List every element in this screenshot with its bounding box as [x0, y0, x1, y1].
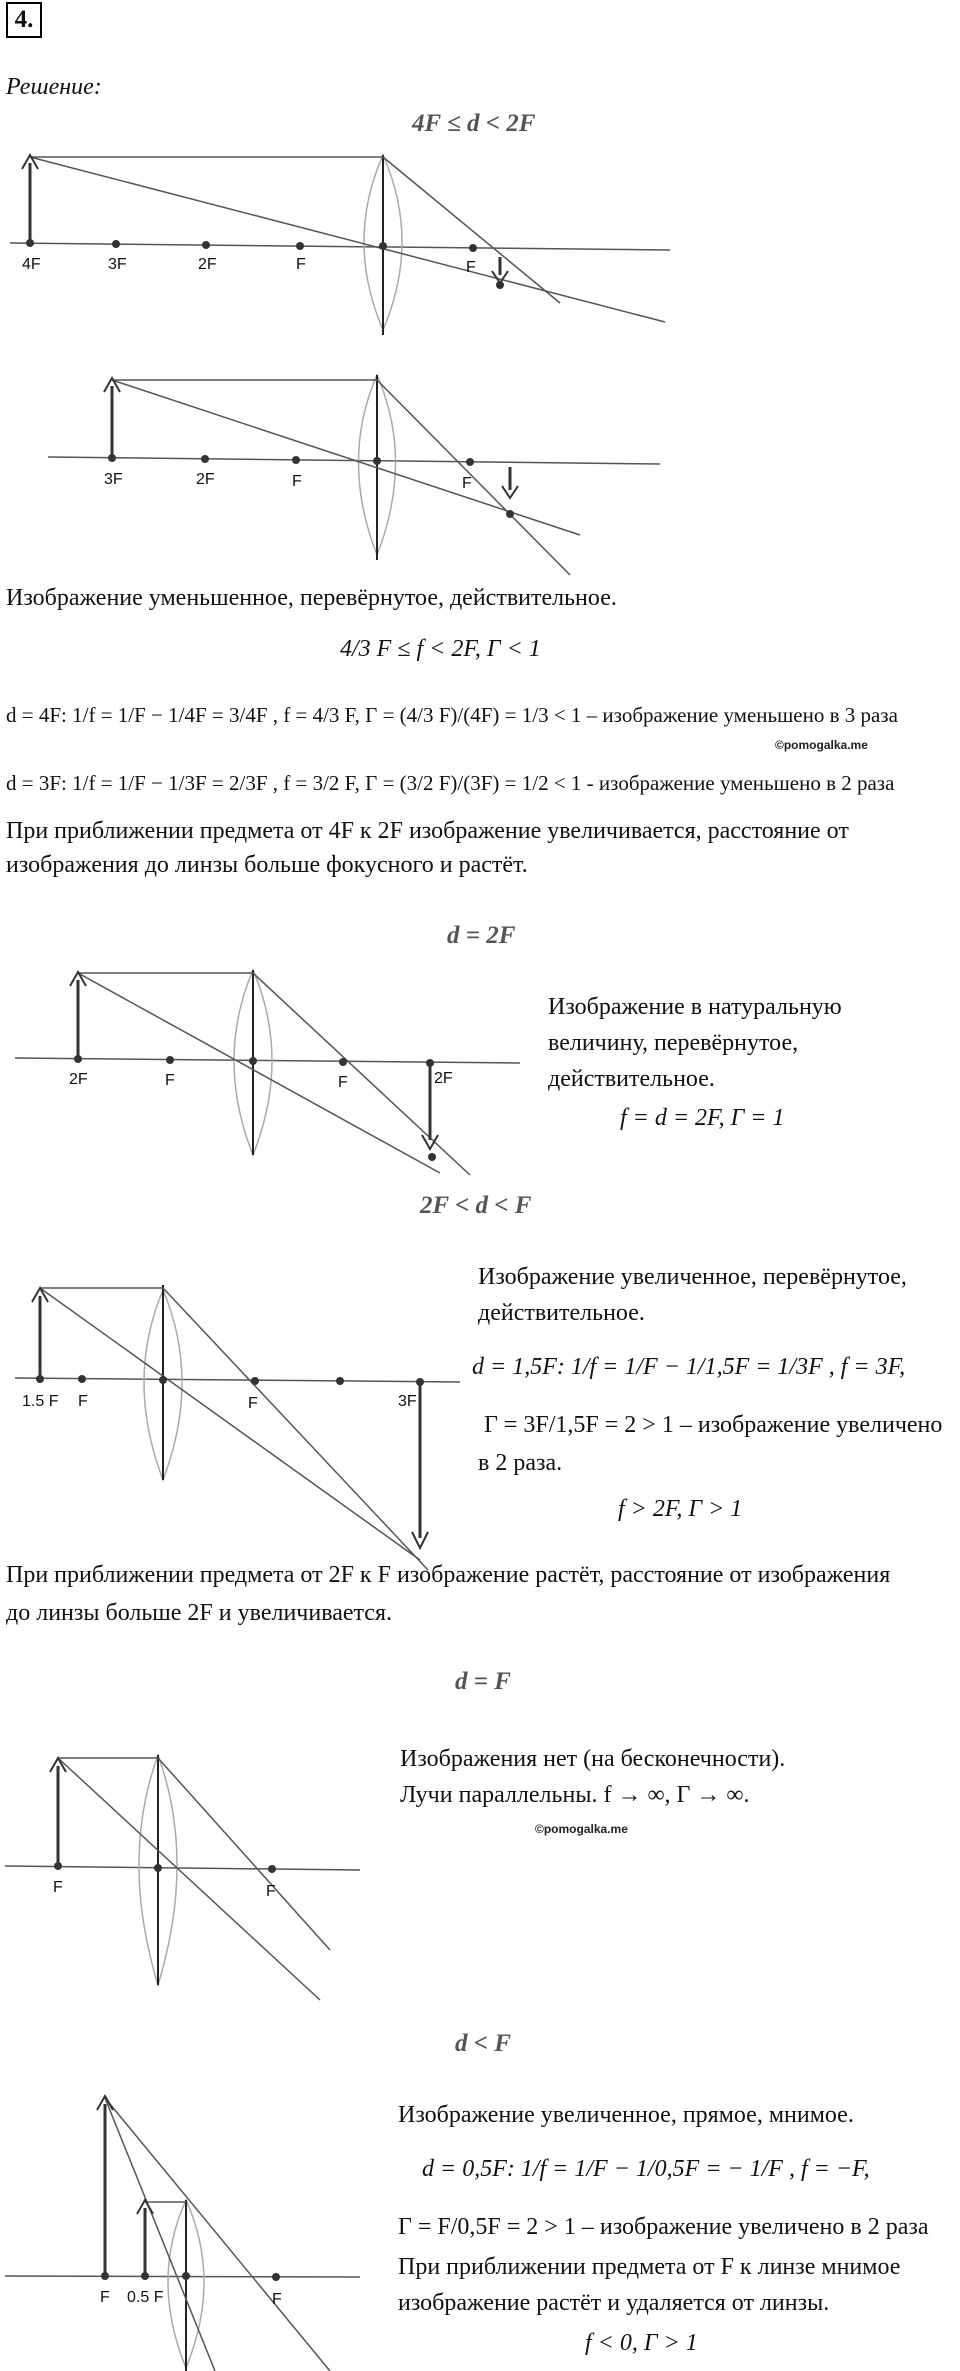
case1-statement: Изображение уменьшенное, перевёрнутое, действительное.: [6, 585, 617, 611]
case5-label-0-5f: 0.5 F: [127, 2289, 164, 2306]
case5-label-f2: F: [272, 2291, 282, 2308]
watermark-2: ©pomogalka.me: [535, 1822, 628, 1836]
case1-d2-label-3f: 3F: [104, 471, 123, 488]
case2-formula: f = d = 2F, Γ = 1: [620, 1105, 785, 1131]
case1-conclusion-1: При приближении предмета от 4F к 2F изображение увеличивается, расстояние от: [6, 818, 849, 844]
case2-diagram: [0, 955, 960, 1175]
case1-d2-label-f2: F: [462, 475, 472, 492]
case1-conclusion-2: изображения до линзы больше фокусного и растёт.: [6, 852, 528, 878]
case1-d1-label-f: F: [296, 256, 306, 273]
case2-label-2f: 2F: [69, 1071, 88, 1088]
case2-label-f: F: [165, 1072, 175, 1089]
case1-heading: 4F ≤ d < 2F: [412, 110, 536, 137]
case5-text-1: Изображение увеличенное, прямое, мнимое.: [398, 2102, 854, 2128]
case3-conclusion-2: до линзы больше 2F и увеличивается.: [6, 1600, 392, 1626]
case2-text-2: величину, перевёрнутое,: [548, 1030, 799, 1056]
watermark-1: ©pomogalka.me: [775, 738, 868, 752]
case1-diagram-1: [0, 145, 960, 345]
case5-range: f < 0, Γ > 1: [585, 2330, 698, 2356]
case3-formula-3: в 2 раза.: [478, 1450, 563, 1476]
case3-heading: 2F < d < F: [420, 1192, 532, 1219]
case3-label-3f: 3F: [398, 1393, 417, 1410]
case2-text-1: Изображение в натуральную: [548, 994, 842, 1020]
case3-label-1-5f: 1.5 F: [22, 1393, 59, 1410]
case3-label-f: F: [78, 1393, 88, 1410]
case2-label-2f2: 2F: [434, 1070, 453, 1087]
case4-label-f2: F: [266, 1883, 276, 1900]
case2-text-3: действительное.: [548, 1066, 715, 1092]
solution-label: Решение:: [6, 74, 102, 100]
case1-range: 4/3 F ≤ f < 2F, Γ < 1: [340, 636, 541, 662]
case5-heading: d < F: [455, 2030, 511, 2057]
case4-text-2: Лучи параллельны. f → ∞, Γ → ∞.: [400, 1782, 750, 1808]
case1-d1-label-3f: 3F: [108, 256, 127, 273]
case3-label-f2: F: [248, 1395, 258, 1412]
case3-text-1: Изображение увеличенное, перевёрнутое,: [478, 1264, 907, 1290]
case4-diagram: [0, 1740, 960, 2000]
case1-d2-label-f: F: [292, 473, 302, 490]
case3-formula-2: Γ = 3F/1,5F = 2 > 1 – изображение увеличено: [484, 1412, 943, 1438]
case1-line-2: d = 3F: 1/f = 1/F − 1/3F = 2/3F , f = 3/2 F, Γ = (3/2 F)/(3F) = 1/2 < 1 - изображение уменьшено в 2 раза: [6, 771, 895, 795]
case3-range: f > 2F, Γ > 1: [618, 1496, 743, 1522]
case1-d1-label-4f: 4F: [22, 256, 41, 273]
case5-label-f: F: [100, 2289, 110, 2306]
case5-text-3: изображение растёт и удаляется от линзы.: [398, 2290, 830, 2316]
case2-heading: d = 2F: [447, 922, 516, 949]
problem-number: 4.: [6, 2, 42, 38]
case3-text-2: действительное.: [478, 1300, 645, 1326]
case3-conclusion-1: При приближении предмета от 2F к F изображение растёт, расстояние от изображения: [6, 1562, 891, 1588]
case1-line-1: d = 4F: 1/f = 1/F − 1/4F = 3/4F , f = 4/3 F, Γ = (4/3 F)/(4F) = 1/3 < 1 – изображение уменьшено в 3 раза: [6, 703, 898, 727]
case4-label-f: F: [53, 1879, 63, 1896]
case4-heading: d = F: [455, 1668, 511, 1695]
case5-formula-1: d = 0,5F: 1/f = 1/F − 1/0,5F = − 1/F , f = −F,: [422, 2156, 870, 2182]
case1-d1-label-f2: F: [466, 259, 476, 276]
case1-d1-label-2f: 2F: [198, 256, 217, 273]
case1-d2-label-2f: 2F: [196, 471, 215, 488]
case1-diagram-2: [0, 360, 960, 580]
case2-label-f2: F: [338, 1074, 348, 1091]
case3-formula-1: d = 1,5F: 1/f = 1/F − 1/1,5F = 1/3F , f = 3F,: [472, 1354, 906, 1380]
case5-text-2: При приближении предмета от F к линзе мнимое: [398, 2254, 901, 2280]
case4-text-1: Изображения нет (на бесконечности).: [400, 1746, 786, 1772]
case5-formula-2: Γ = F/0,5F = 2 > 1 – изображение увеличено в 2 раза: [398, 2214, 929, 2240]
